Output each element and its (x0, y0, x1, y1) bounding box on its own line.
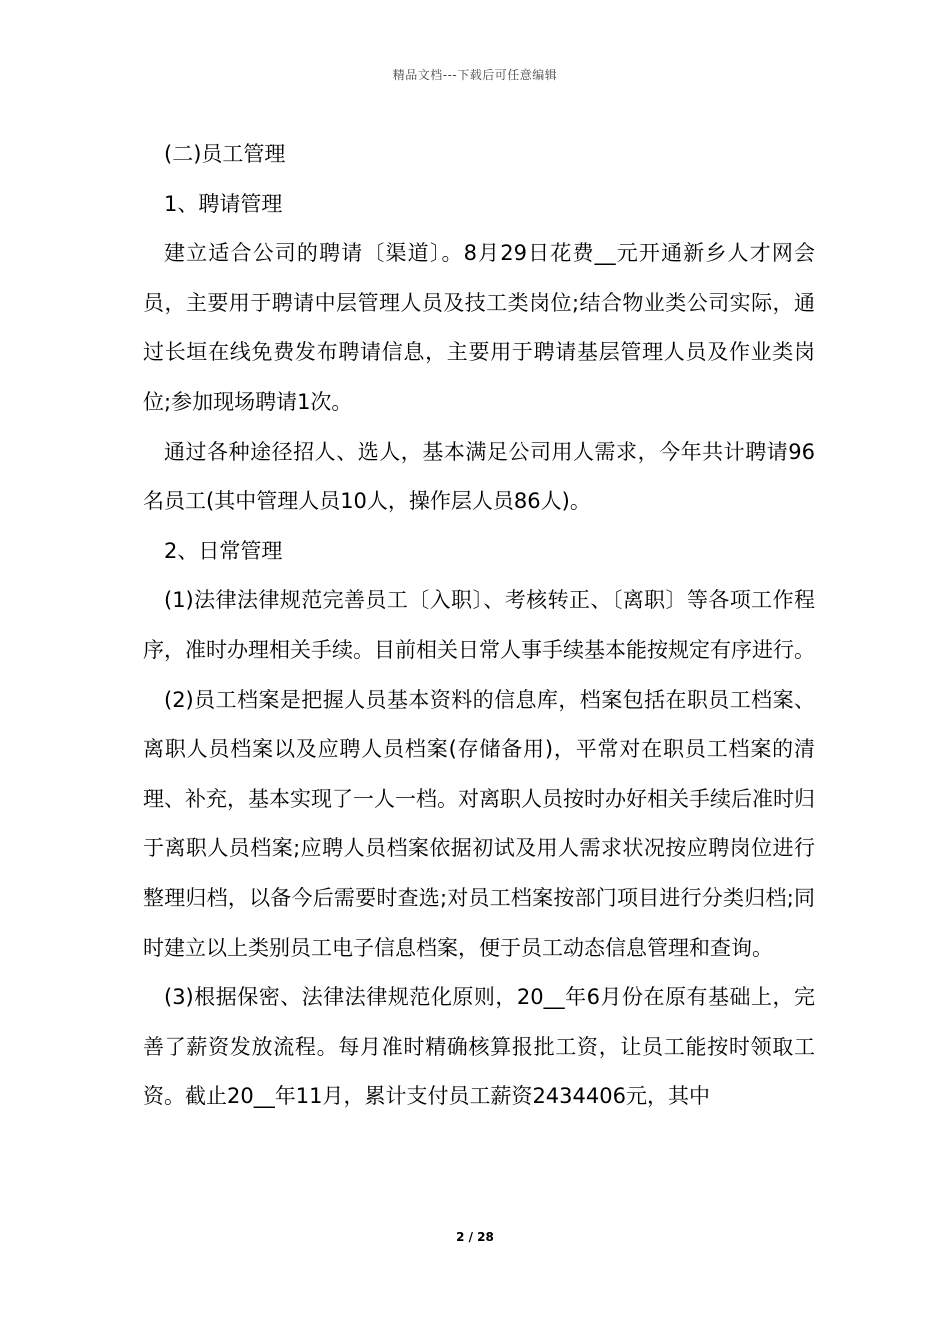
section-heading: (二)员工管理 (164, 142, 286, 166)
subsection-heading: 1、聘请管理 (164, 191, 283, 216)
document-body (143, 130, 815, 1122)
subsection-heading: 2、日常管理 (164, 538, 283, 563)
body-paragraph: 通过各种途径招人、选人，基本满足公司用人需求，今年共计聘请96名员工(其中管理人员10人，操作层人员86人)。 (143, 439, 815, 514)
body-paragraph: 建立适合公司的聘请〔渠道〕。8月29日花费__元开通新乡人才网会员，主要用于聘请中层管理人员及技工类岗位;结合物业类公司实际，通过长垣在线免费发布聘请信息，主要用于聘请基层管理人员及作业类岗位;参加现场聘请1次。 (143, 241, 815, 414)
body-paragraph: (1)法律法律规范完善员工〔入职〕、考核转正、〔离职〕等各项工作程序，准时办理相关手续。目前相关日常人事手续基本能按规定有序进行。 (143, 588, 815, 662)
page-header: 精品文档---下载后可任意编辑 (392, 68, 558, 82)
body-paragraph: (3)根据保密、法律法律规范化原则，20__年6月份在原有基础上，完善了薪资发放流程。每月准时精确核算报批工资，让员工能按时领取工资。截止20__年11月，累计支付员工薪资2434406元，其中 (143, 985, 815, 1109)
body-paragraph: (2)员工档案是把握人员基本资料的信息库，档案包括在职员工档案、离职人员档案以及应聘人员档案(存储备用)，平常对在职员工档案的清理、补充，基本实现了一人一档。对离职人员按时办好相关手续后准时归于离职人员档案;应聘人员档案依据初试及用人需求状况按应聘岗位进行整理归档，以备今后需要时查选;对员工档案按部门项目进行分类归档;同时建立以上类别员工电子信息档案，便于员工动态信息管理和查询。 (143, 687, 815, 960)
page-number: 2 / 28 (456, 1230, 494, 1244)
